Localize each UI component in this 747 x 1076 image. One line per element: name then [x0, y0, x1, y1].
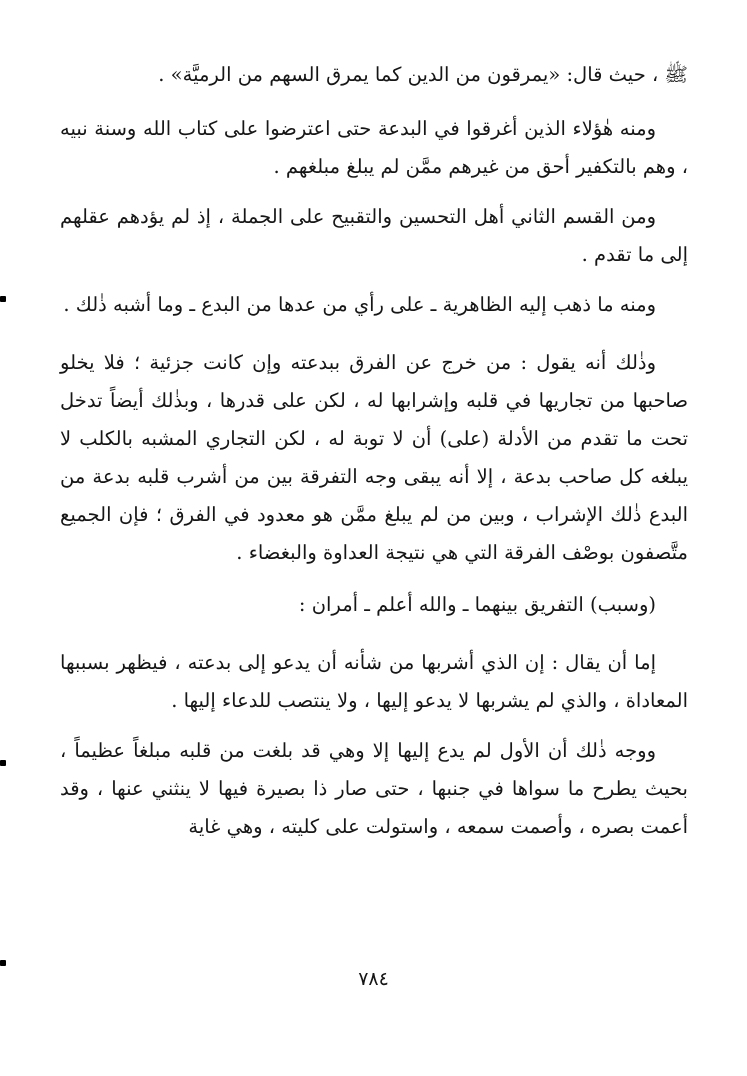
paragraph-3: ومن القسم الثاني أهل التحسين والتقبيح على الجملة ، إذ لم يؤدهم عقلهم إلى ما تقدم . — [60, 205, 688, 266]
paragraph-4: ومنه ما ذهب إليه الظاهرية ـ على رأي من عدها من البدع ـ وما أشبه ذٰلك . — [63, 293, 656, 316]
paragraph-5: وذٰلك أنه يقول : من خرج عن الفرق ببدعته وإن كانت جزئية ؛ فلا يخلو صاحبها من تجاريها في قلبه وإشرابها له ، لكن على قدرها ، وبذٰلك أيضاً تدخل تحت ما تقدم من الأدلة (على) أن لا توبة له ، لكن التجاري المشبه بالكلب لا يبلغه كل صاحب بدعة ، إلا أنه يبقى وجه التفرقة بين من أشرب قلبه بدعة من البدع ذٰلك الإشراب ، وبين من لم يبلغ ممَّن هو معدود في الفرق ؛ فإن الجميع متَّصفون بوصْف الفرقة التي هي نتيجة العداوة والبغضاء . — [60, 351, 688, 564]
paragraph-2: ومنه هٰؤلاء الذين أغرقوا في البدعة حتى اعترضوا على كتاب الله وسنة نبيه ، وهم بالتكفير أحق من غيرهم ممَّن لم يبلغ مبلغهم . — [60, 117, 688, 178]
paragraph-8: ووجه ذٰلك أن الأول لم يدع إليها إلا وهي قد بلغت من قلبه مبلغاً عظيماً ، بحيث يطرح ما سواها في جنبها ، حتى صار ذا بصيرة فيها لا ينثني عنها ، وقد أعمت بصره ، وأصمت سمعه ، واستولت على كليته ، وهي غاية — [60, 739, 688, 838]
page-body — [60, 56, 688, 846]
paragraph-1: ﷺ ، حيث قال: «يمرقون من الدين كما يمرق السهم من الرميَّة» . — [158, 63, 688, 86]
paragraph-7: إما أن يقال : إن الذي أشربها من شأنه أن يدعو إلى بدعته ، فيظهر بسببها المعاداة ، والذي لم يشربها لا يدعو إليها ، ولا ينتصب للدعاء إليها . — [60, 651, 688, 712]
margin-dot — [0, 760, 6, 766]
margin-dot — [0, 960, 6, 966]
paragraph-6: (وسبب) التفريق بينهما ـ والله أعلم ـ أمران : — [298, 593, 656, 616]
margin-dot — [0, 296, 6, 302]
page-number: ٧٨٤ — [358, 968, 389, 990]
